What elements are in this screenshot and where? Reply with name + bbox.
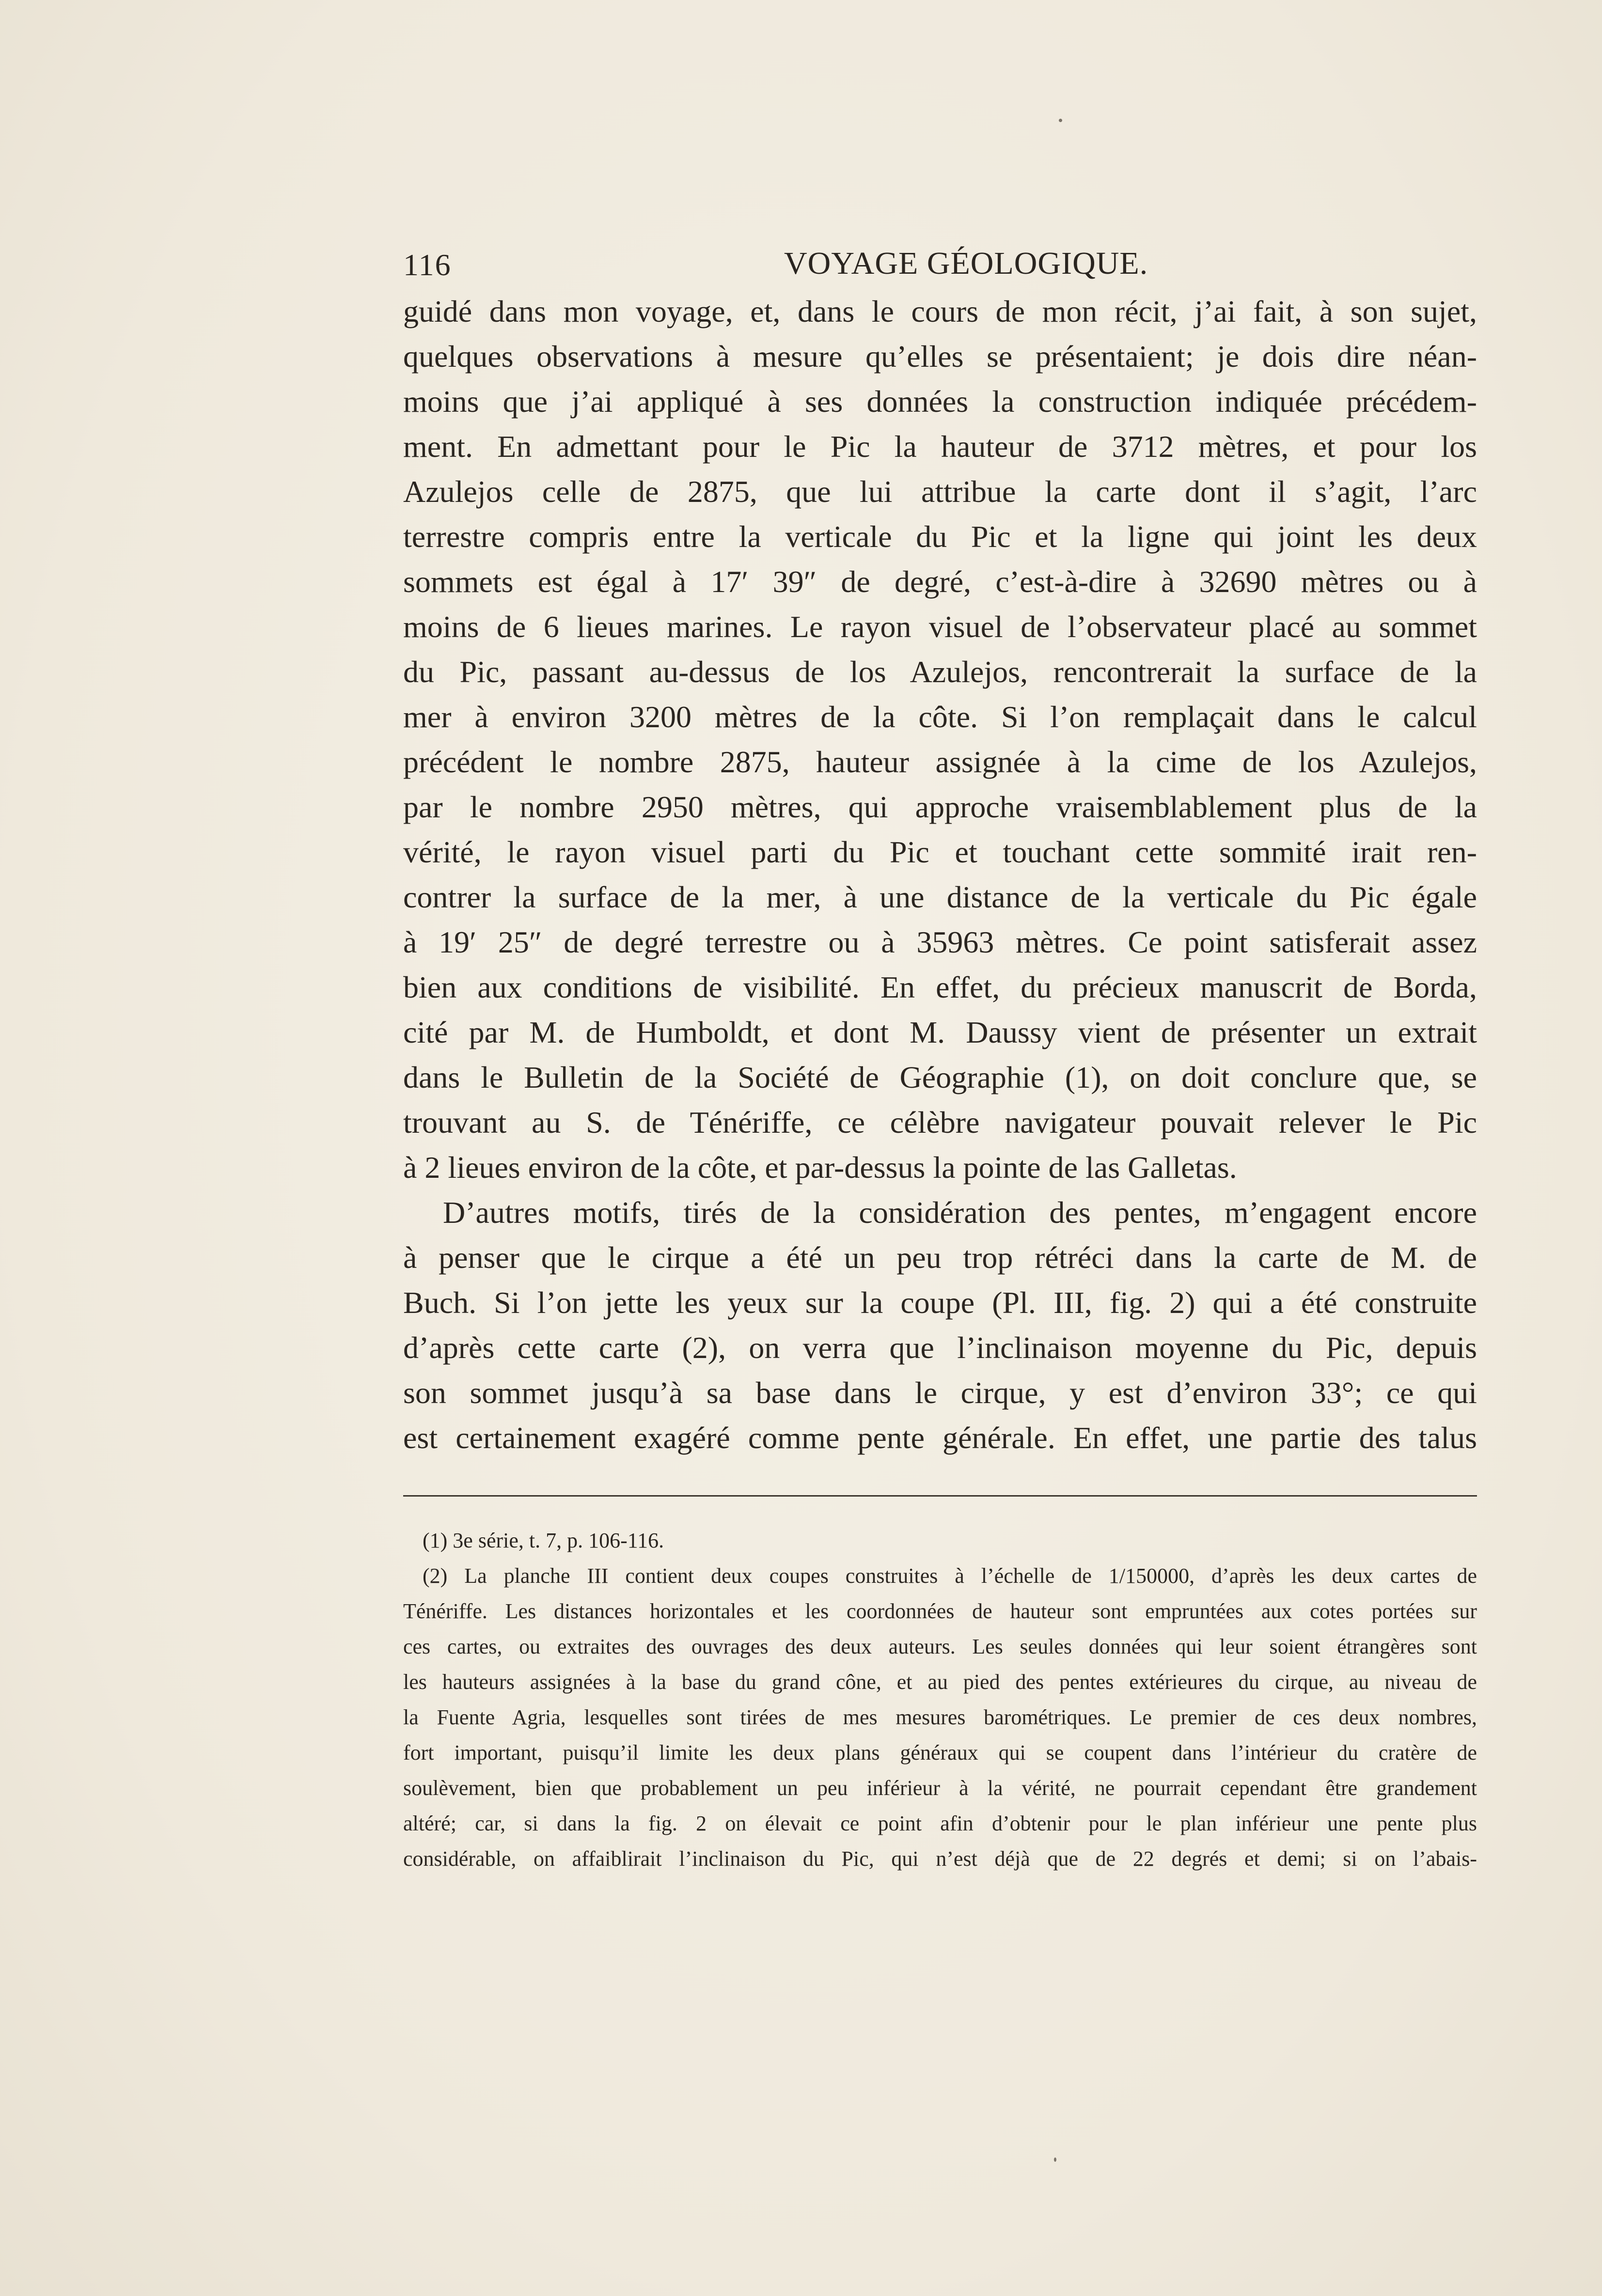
footnote-line: considérable, on affaiblirait l’inclinaison du Pic, qui n’est déjà que de 22 degrés et demi; si on l’abais- (403, 1847, 1477, 1871)
footnotes (403, 1523, 1477, 1876)
footnote-line: soulèvement, bien que probablement un peu inférieur à la vérité, ne pourrait cependant être grandement (403, 1776, 1477, 1800)
text-line: D’autres motifs, tirés de la considération des pentes, m’engagent encore (443, 1195, 1477, 1230)
text-line: d’après cette carte (2), on verra que l’inclinaison moyenne du Pic, depuis (403, 1330, 1477, 1365)
paper-speck (1059, 119, 1062, 122)
text-line: vérité, le rayon visuel parti du Pic et touchant cette sommité irait ren- (403, 835, 1477, 869)
text-line: dans le Bulletin de la Société de Géographie (1), on doit conclure que, se (403, 1060, 1477, 1094)
text-line: ment. En admettant pour le Pic la hauteur de 3712 mètres, et pour los (403, 429, 1477, 464)
paper-speck (1054, 2157, 1056, 2162)
text-line: bien aux conditions de visibilité. En effet, du précieux manuscrit de Borda, (403, 970, 1477, 1004)
text-line: trouvant au S. de Ténériffe, ce célèbre navigateur pouvait relever le Pic (403, 1105, 1477, 1140)
footnote-line: Ténériffe. Les distances horizontales et les coordonnées de hauteur sont empruntées aux cotes portées sur (403, 1599, 1477, 1623)
footnote-line: les hauteurs assignées à la base du grand cône, et au pied des pentes extérieures du cirque, au niveau de (403, 1670, 1477, 1694)
main-text (403, 289, 1477, 1460)
text-line: par le nombre 2950 mètres, qui approche vraisemblablement plus de la (403, 790, 1477, 824)
text-line: à penser que le cirque a été un peu trop rétréci dans la carte de M. de (403, 1240, 1477, 1275)
text-line: terrestre compris entre la verticale du Pic et la ligne qui joint les deux (403, 519, 1477, 554)
text-line: Azulejos celle de 2875, que lui attribue la carte dont il s’agit, l’arc (403, 474, 1477, 509)
running-title: VOYAGE GÉOLOGIQUE. (784, 246, 1148, 281)
footnote-line: (1) 3e série, t. 7, p. 106-116. (423, 1529, 664, 1552)
footnote-line: fort important, puisqu’il limite les deux plans généraux qui se coupent dans l’intérieur du cratère de (403, 1741, 1477, 1765)
footnote-line: (2) La planche III contient deux coupes construites à l’échelle de 1/150000, d’après les deux cartes de (423, 1564, 1477, 1588)
page-number: 116 (403, 248, 452, 282)
text-line: moins de 6 lieues marines. Le rayon visuel de l’observateur placé au sommet (403, 609, 1477, 644)
text-line: contrer la surface de la mer, à une distance de la verticale du Pic égale (403, 880, 1477, 914)
text-line: est certainement exagéré comme pente générale. En effet, une partie des talus (403, 1421, 1477, 1455)
footnote-line: ces cartes, ou extraites des ouvrages des deux auteurs. Les seules données qui leur soient étrangères sont (403, 1635, 1477, 1658)
footnote-line: altéré; car, si dans la fig. 2 on élevait ce point afin d’obtenir pour le plan inférieur une pente plus (403, 1812, 1477, 1835)
text-line: guidé dans mon voyage, et, dans le cours de mon récit, j’ai fait, à son sujet, (403, 294, 1477, 328)
text-line: du Pic, passant au-dessus de los Azulejos, rencontrerait la surface de la (403, 655, 1477, 689)
text-line: cité par M. de Humboldt, et dont M. Daussy vient de présenter un extrait (403, 1015, 1477, 1049)
text-line: Buch. Si l’on jette les yeux sur la coupe (Pl. III, fig. 2) qui a été construite (403, 1285, 1477, 1320)
text-line: précédent le nombre 2875, hauteur assignée à la cime de los Azulejos, (403, 745, 1477, 779)
footnote-separator (403, 1495, 1477, 1497)
text-line: mer à environ 3200 mètres de la côte. Si l’on remplaçait dans le calcul (403, 700, 1477, 734)
text-line: moins que j’ai appliqué à ses données la construction indiquée précédem- (403, 384, 1477, 419)
text-line: quelques observations à mesure qu’elles se présentaient; je dois dire néan- (403, 339, 1477, 374)
text-line: sommets est égal à 17′ 39″ de degré, c’est-à-dire à 32690 mètres ou à (403, 564, 1477, 599)
text-line: à 19′ 25″ de degré terrestre ou à 35963 mètres. Ce point satisferait assez (403, 925, 1477, 959)
footnote-line: la Fuente Agria, lesquelles sont tirées de mes mesures barométriques. Le premier de ces deux nombres, (403, 1705, 1477, 1729)
text-line: à 2 lieues environ de la côte, et par-dessus la pointe de las Galletas. (403, 1150, 1237, 1185)
page-header (403, 242, 1477, 286)
text-line: son sommet jusqu’à sa base dans le cirque, y est d’environ 33°; ce qui (403, 1375, 1477, 1410)
